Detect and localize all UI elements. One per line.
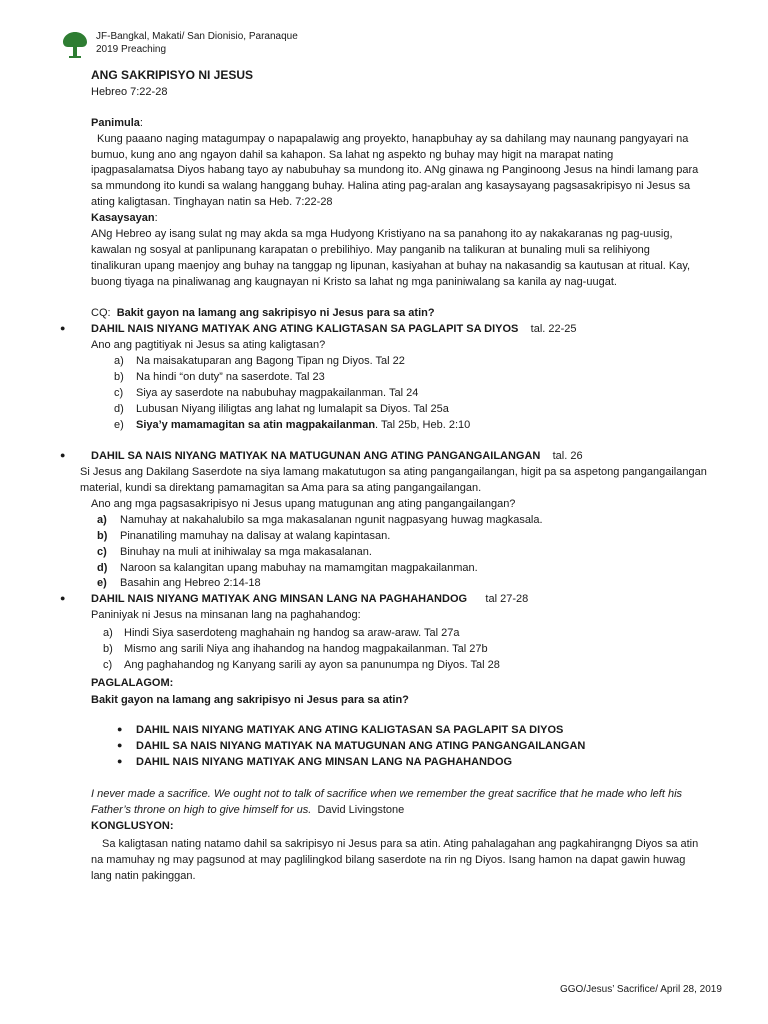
bullet-icon: ● bbox=[117, 756, 123, 766]
list-label: b) bbox=[103, 643, 113, 655]
list-label: e) bbox=[114, 419, 124, 431]
list-item: Naroon sa kalangitan upang mabuhay na mamamgitan magpakailanman. bbox=[120, 562, 478, 574]
list-item: Pinanatiling mamuhay na dalisay at walang kapintasan. bbox=[120, 530, 391, 542]
point-question: Ano ang pagtitiyak ni Jesus sa ating kaligtasan? bbox=[91, 339, 326, 351]
conclusion-heading: KONGLUSYON: bbox=[91, 820, 174, 832]
summary-bullet: DAHIL NAIS NIYANG MATIYAK ANG ATING KALIGTASAN SA PAGLAPIT SA DIYOS bbox=[136, 724, 564, 736]
intro-line: sa mmundong ito kundi sa walang hanggang buhay. Halina ating pag-aralan ang kasaysayang pagsasakripisyo ni Jesus sa bbox=[91, 180, 691, 192]
list-label: c) bbox=[97, 546, 107, 558]
list-item: Siya ay saserdote na nabubuhay magpakailanman. Tal 24 bbox=[136, 387, 419, 399]
point-heading: DAHIL SA NAIS NIYANG MATIYAK NA MATUGUNAN ANG ATING PANGANGAILANGAN tal. 26 bbox=[91, 450, 583, 462]
point-question: Paniniyak ni Jesus na minsanan lang na paghahandog: bbox=[91, 609, 361, 621]
header-line-1: JF-Bangkal, Makati/ San Dionisio, Paranaque bbox=[96, 31, 298, 42]
list-item: Lubusan Niyang ililigtas ang lahat ng lumalapit sa Diyos. Tal 25a bbox=[136, 403, 449, 415]
intro-line: Kung paaano naging matagumpay o napapalawig ang proyekto, hanapbuhay ay sa dahilang may naunang pangyayari na bbox=[97, 133, 689, 145]
summary-heading: PAGLALAGOM: bbox=[91, 677, 174, 689]
summary-bullet: DAHIL SA NAIS NIYANG MATIYAK NA MATUGUNAN ANG ATING PANGANGAILANGAN bbox=[136, 740, 586, 752]
list-item: Na hindi “on duty” na saserdote. Tal 23 bbox=[136, 371, 325, 383]
list-label: a) bbox=[97, 514, 107, 526]
history-line: ANg Hebreo ay isang sulat ng may akda sa mga Hudyong Kristiyano na sa panahong ito ay nakakaranas ng pag-uusig, bbox=[91, 228, 673, 240]
bullet-icon: ● bbox=[117, 724, 123, 734]
list-item: Ang paghahandog ng Kanyang sarili ay ayon sa panunumpa ng Diyos. Tal 28 bbox=[124, 659, 500, 671]
quote-line: Father’s throne on high to give himself for us. David Livingstone bbox=[91, 804, 405, 816]
quote-line: I never made a sacrifice. We ought not to talk of sacrifice when we remember the great sacrifice that he made who left his bbox=[91, 788, 683, 800]
list-item: Basahin ang Hebreo 2:14-18 bbox=[120, 577, 261, 589]
list-label: b) bbox=[114, 371, 124, 383]
list-label: e) bbox=[97, 577, 107, 589]
point-text: material, kundi sa direktang pamamagitan sa Ama para sa ating pangangailangan. bbox=[80, 482, 482, 494]
intro-line: bumuo, kung ano ang ngayon dahil sa kahapon. Sa lahat ng aspekto ng buhay may higit na marapat nating bbox=[91, 149, 614, 161]
list-item: Hindi Siya saserdoteng maghahain ng handog sa araw-araw. Tal 27a bbox=[124, 627, 460, 639]
history-line: buong tiyaga na pinaliwanag ang kaugnayan ni Kristo sa lahat ng mga paniniwalang sa kanila ay nag-uugat. bbox=[91, 276, 617, 288]
point-question: Ano ang mga pagsasakripisyo ni Jesus upang matugunan ang ating pangangailangan? bbox=[91, 498, 516, 510]
list-item: Siya’y mamamagitan sa atin magpakailanman. Tal 25b, Heb. 2:10 bbox=[136, 419, 471, 431]
intro-line: ipagpasalamatsa Diyos habang tayo ay nabubuhay sa mundong ito. ANg ginawa ng Panginoong Jesus na hindi lamang para bbox=[91, 164, 699, 176]
conclusion-line: lang natin pakinggan. bbox=[91, 870, 196, 882]
point-text: Si Jesus ang Dakilang Saserdote na siya lamang makatutugon sa ating pangangailangan, higit pa sa aspetong pangangailangan bbox=[80, 466, 707, 478]
list-item: Namuhay at nakahalubilo sa mga makasalanan ngunit nagpasyang huwag magkasala. bbox=[120, 514, 543, 526]
bullet-icon: ● bbox=[60, 450, 66, 460]
summary-bullet: DAHIL NAIS NIYANG MATIYAK ANG MINSAN LANG NA PAGHAHANDOG bbox=[136, 756, 513, 768]
bullet-icon: ● bbox=[117, 740, 123, 750]
page-footer: GGO/Jesus’ Sacrifice/ April 28, 2019 bbox=[560, 984, 722, 995]
conclusion-line: na mamuhay ng may pagsunod at may paglilingkod bilang saserdote na rin ng Diyos. Isang hamon na dapat gawin huwag bbox=[91, 854, 686, 866]
quote-author: David Livingstone bbox=[317, 804, 405, 816]
tree-logo-icon bbox=[60, 30, 90, 60]
intro-line: ating kaligtasan. Tinghayan natin sa Heb. 7:22-28 bbox=[91, 196, 333, 208]
point-heading: DAHIL NAIS NIYANG MATIYAK ANG MINSAN LANG NA PAGHAHANDOG tal 27-28 bbox=[91, 593, 529, 605]
list-label: d) bbox=[114, 403, 124, 415]
list-label: a) bbox=[103, 627, 113, 639]
central-question: CQ: Bakit gayon na lamang ang sakripisyo ni Jesus para sa atin? bbox=[91, 307, 435, 319]
scripture-reference: Hebreo 7:22-28 bbox=[91, 86, 168, 98]
bullet-icon: ● bbox=[60, 323, 66, 333]
history-heading: Kasaysayan: bbox=[91, 212, 158, 224]
document-title: ANG SAKRIPISYO NI JESUS bbox=[91, 68, 254, 82]
list-label: c) bbox=[114, 387, 124, 399]
list-item: Na maisakatuparan ang Bagong Tipan ng Diyos. Tal 22 bbox=[136, 355, 405, 367]
intro-heading: Panimula: bbox=[91, 117, 143, 129]
header-line-2: 2019 Preaching bbox=[96, 44, 167, 55]
list-label: c) bbox=[103, 659, 113, 671]
list-item: Mismo ang sarili Niya ang ihahandog na handog magpakailanman. Tal 27b bbox=[124, 643, 488, 655]
history-line: kawalan ng sosyal at panlipunang karapatan o prebilihiyo. May panganib na talikuran at bunaling muli sa relihiyong bbox=[91, 244, 650, 256]
history-line: tinalikuran upang maenjoy ang buhay na tanggap ng lipunan, kasiyahan at buhay na nakasandig sa kautusan at ritual. Kay, bbox=[91, 260, 691, 272]
point-heading: DAHIL NAIS NIYANG MATIYAK ANG ATING KALIGTASAN SA PAGLAPIT SA DIYOS tal. 22-25 bbox=[91, 323, 577, 335]
list-label: b) bbox=[97, 530, 108, 542]
list-label: d) bbox=[97, 562, 108, 574]
summary-question: Bakit gayon na lamang ang sakripisyo ni Jesus para sa atin? bbox=[91, 694, 409, 706]
list-item: Binuhay na muli at inihiwalay sa mga makasalanan. bbox=[120, 546, 372, 558]
list-label: a) bbox=[114, 355, 124, 367]
bullet-icon: ● bbox=[60, 593, 66, 603]
conclusion-line: Sa kaligtasan nating natamo dahil sa sakripisyo ni Jesus para sa atin. Ating pahalagahan ang pagkahirangng Diyos sa atin bbox=[102, 838, 699, 850]
